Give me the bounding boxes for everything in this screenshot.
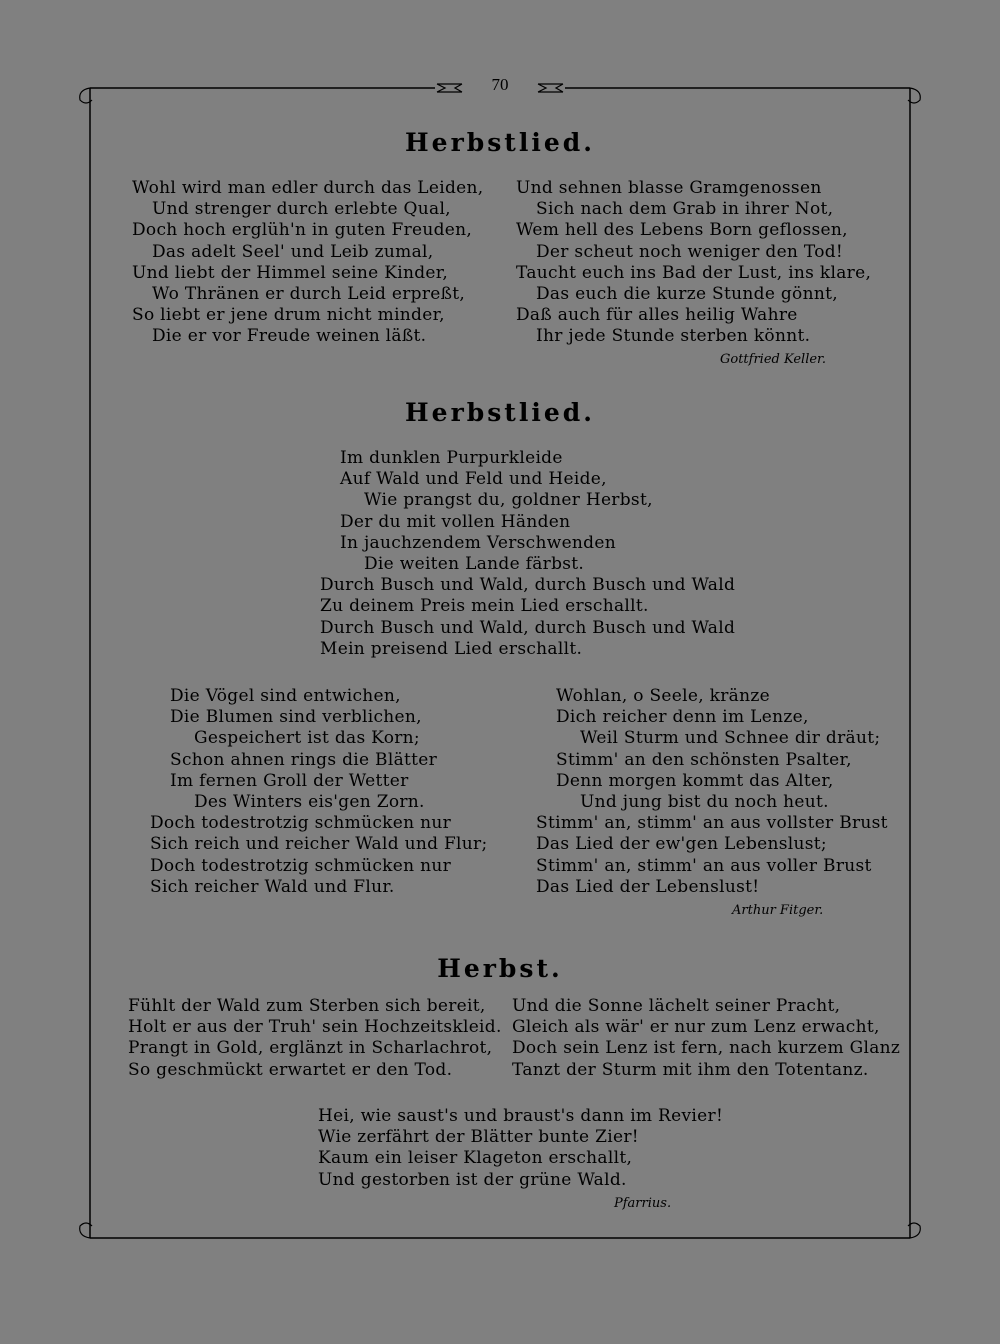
poem-title: Herbst. — [437, 954, 563, 983]
page-number: 70 — [491, 75, 509, 94]
poem-3-right-stanza — [512, 996, 900, 1081]
verse-line: So geschmückt erwartet er den Tod. — [128, 1059, 453, 1080]
poem-3-left-stanza — [128, 996, 502, 1081]
verse-line: Sich reicher Wald und Flur. — [150, 876, 395, 897]
verse-line: Im fernen Groll der Wetter — [170, 770, 409, 791]
poem-title: Herbstlied. — [405, 398, 595, 427]
verse-line: Der scheut noch weniger den Tod! — [536, 241, 844, 262]
author-signature: Gottfried Keller. — [720, 352, 826, 367]
verse-line: Holt er aus der Truh' sein Hochzeitskleid. — [128, 1017, 502, 1038]
verse-line: Stimm' an den schönsten Psalter, — [556, 749, 852, 770]
poem-3-center-stanza — [318, 1106, 723, 1191]
verse-line: Prangt in Gold, erglänzt in Scharlachrot, — [128, 1038, 493, 1059]
verse-line: Hei, wie saust's und braust's dann im Revier! — [318, 1106, 724, 1126]
verse-line: Das Lied der Lebenslust! — [536, 876, 760, 897]
verse-line: Und strenger durch erlebte Qual, — [152, 199, 451, 220]
poem-title: Herbstlied. — [405, 128, 595, 157]
verse-line: Durch Busch und Wald, durch Busch und Wald — [320, 575, 736, 596]
poem-1-left-stanza — [132, 178, 483, 348]
verse-line: Ihr jede Stunde sterben könnt. — [536, 326, 811, 347]
verse-line: Doch sein Lenz ist fern, nach kurzem Glanz — [512, 1038, 901, 1059]
verse-line: Und sehnen blasse Gramgenossen — [516, 178, 822, 198]
verse-line: Weil Sturm und Schnee dir dräut; — [580, 728, 881, 749]
verse-line: So liebt er jene drum nicht minder, — [132, 305, 445, 326]
verse-line: Mein preisend Lied erschallt. — [320, 638, 583, 659]
verse-line: Sich nach dem Grab in ihrer Not, — [536, 199, 834, 220]
verse-line: Wohl wird man edler durch das Leiden, — [132, 178, 484, 198]
verse-line: Die er vor Freude weinen läßt. — [152, 326, 427, 347]
verse-line: Die Vögel sind entwichen, — [170, 686, 401, 706]
verse-line: Und jung bist du noch heut. — [580, 792, 829, 813]
poem-2-left-stanza — [150, 686, 488, 898]
verse-line: Und gestorben ist der grüne Wald. — [318, 1169, 627, 1190]
verse-line: Sich reich und reicher Wald und Flur; — [150, 834, 488, 855]
verse-line: Doch todestrotzig schmücken nur — [150, 813, 451, 834]
verse-line: Das euch die kurze Stunde gönnt, — [536, 284, 838, 305]
verse-line: Tanzt der Sturm mit ihm den Totentanz. — [512, 1059, 869, 1080]
verse-line: Doch hoch erglüh'n in guten Freuden, — [132, 220, 473, 241]
verse-line: Gleich als wär' er nur zum Lenz erwacht, — [512, 1017, 880, 1038]
verse-line: In jauchzendem Verschwenden — [340, 532, 616, 553]
verse-line: Fühlt der Wald zum Sterben sich bereit, — [128, 996, 486, 1016]
verse-line: Das Lied der ew'gen Lebenslust; — [536, 834, 827, 855]
verse-line: Im dunklen Purpurkleide — [340, 448, 563, 468]
verse-line: Wie prangst du, goldner Herbst, — [364, 490, 653, 511]
verse-line: Schon ahnen rings die Blätter — [170, 749, 438, 770]
verse-line: Wohlan, o Seele, kränze — [556, 686, 770, 706]
poem-2-right-stanza — [536, 686, 888, 898]
poem-2-center-stanza — [320, 448, 735, 660]
verse-line: Wo Thränen er durch Leid erpreßt, — [152, 284, 466, 305]
poem-1-right-stanza — [516, 178, 871, 348]
author-signature: Pfarrius. — [614, 1196, 672, 1211]
verse-line: Des Winters eis'gen Zorn. — [194, 792, 425, 813]
verse-line: Doch todestrotzig schmücken nur — [150, 855, 451, 876]
verse-line: Die Blumen sind verblichen, — [170, 707, 422, 728]
verse-line: Die weiten Lande färbst. — [364, 554, 585, 575]
verse-line: Daß auch für alles heilig Wahre — [516, 305, 798, 326]
verse-line: Und liebt der Himmel seine Kinder, — [132, 262, 449, 283]
verse-line: Stimm' an, stimm' an aus voller Brust — [536, 855, 872, 876]
verse-line: Und die Sonne lächelt seiner Pracht, — [512, 996, 841, 1016]
verse-line: Taucht euch ins Bad der Lust, ins klare, — [516, 262, 872, 283]
verse-line: Dich reicher denn im Lenze, — [556, 707, 809, 728]
author-signature: Arthur Fitger. — [732, 903, 824, 918]
verse-line: Das adelt Seel' und Leib zumal, — [152, 241, 434, 262]
verse-line: Wie zerfährt der Blätter bunte Zier! — [318, 1127, 639, 1148]
verse-line: Auf Wald und Feld und Heide, — [340, 469, 607, 490]
verse-line: Wem hell des Lebens Born geflossen, — [516, 220, 848, 241]
verse-line: Stimm' an, stimm' an aus vollster Brust — [536, 813, 888, 834]
verse-line: Gespeichert ist das Korn; — [194, 728, 420, 749]
verse-line: Der du mit vollen Händen — [340, 511, 571, 532]
verse-line: Durch Busch und Wald, durch Busch und Wald — [320, 617, 736, 638]
verse-line: Denn morgen kommt das Alter, — [556, 770, 834, 791]
verse-line: Zu deinem Preis mein Lied erschallt. — [320, 596, 649, 617]
verse-line: Kaum ein leiser Klageton erschallt, — [318, 1148, 633, 1169]
